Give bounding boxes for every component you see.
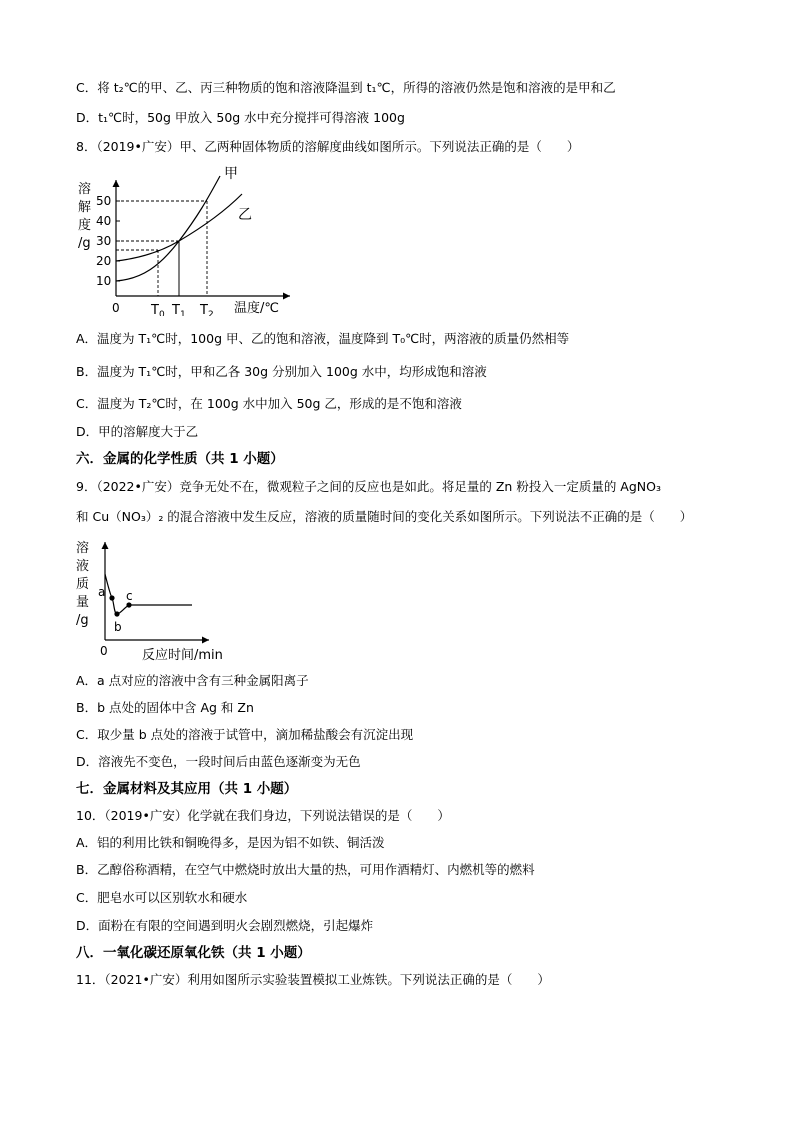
chart1-ylabel-1: 溶 — [78, 182, 92, 197]
question-9-line2: 和 Cu（NO₃）₂ 的混合溶液中发生反应，溶液的质量随时间的变化关系如图所示。下列说法不正确的是（ ） — [76, 509, 693, 524]
point-c — [126, 602, 131, 607]
option-d-q8: D．甲的溶解度大于乙 — [76, 424, 199, 439]
chart1-xlabel: 温度/℃ — [234, 301, 279, 316]
chart1-xtick-t1: $T_1$ — [172, 303, 186, 316]
curve-jia — [116, 176, 220, 281]
option-c-q10: C．肥皂水可以区别软水和硬水 — [76, 890, 248, 905]
chart1-ytick-30: 30 — [96, 234, 112, 248]
option-d-q10: D．面粉在有限的空间遇到明火会剧烈燃烧，引起爆炸 — [76, 918, 374, 933]
chart2-ylabel-1: 溶 — [76, 541, 90, 556]
chart1-ylabel-4: /g — [78, 236, 91, 251]
chart1-ylabel-2: 解 — [78, 200, 92, 215]
option-c-q8: C．温度为 T₂℃时，在 100g 水中加入 50g 乙，形成的是不饱和溶液 — [76, 396, 462, 411]
chart2-origin: 0 — [100, 644, 108, 658]
label-yi: 乙 — [238, 207, 252, 223]
option-a-q9: A．a 点对应的溶液中含有三种金属阳离子 — [76, 673, 309, 688]
option-b-q8: B．温度为 T₁℃时，甲和乙各 30g 分别加入 100g 水中，均形成饱和溶液 — [76, 364, 487, 379]
option-b-q10: B．乙醇俗称酒精，在空气中燃烧时放出大量的热，可用作酒精灯、内燃机等的燃料 — [76, 862, 535, 877]
question-10: 10．（2019•广安）化学就在我们身边，下列说法错误的是（ ） — [76, 808, 450, 823]
chart2-ylabel-3: 质 — [76, 577, 90, 592]
label-jia: 甲 — [224, 166, 238, 182]
question-11: 11．（2021•广安）利用如图所示实验装置模拟工业炼铁。下列说法正确的是（ ） — [76, 972, 550, 987]
chart1-origin: 0 — [112, 301, 120, 315]
point-b — [114, 611, 119, 616]
chart2-xlabel: 反应时间/min — [142, 648, 223, 663]
chart1-ytick-10: 10 — [96, 274, 112, 288]
question-9-line1: 9．（2022•广安）竞争无处不在，微观粒子之间的反应也是如此。将足量的 Zn 粉投入一定质量的 AgNO₃ — [76, 479, 661, 494]
chart1-ylabel-3: 度 — [78, 218, 92, 233]
section-heading-7: 七．金属材料及其应用（共 1 小题） — [76, 781, 298, 797]
chart2-ylabel-4: 量 — [76, 595, 90, 610]
mass-time-chart — [72, 536, 232, 666]
question-8: 8．（2019•广安）甲、乙两种固体物质的溶解度曲线如图所示。下列说法正确的是（ ） — [76, 139, 580, 154]
option-b-q9: B．b 点处的固体中含 Ag 和 Zn — [76, 700, 254, 715]
chart1-ytick-40: 40 — [96, 214, 112, 228]
option-a-q10: A．铝的利用比铁和铜晚得多，是因为铝不如铁、铜活泼 — [76, 835, 385, 850]
point-a — [109, 595, 114, 600]
solubility-chart — [72, 166, 302, 316]
section-heading-6: 六．金属的化学性质（共 1 小题） — [76, 451, 284, 467]
chart2-curve — [105, 574, 192, 614]
chart2-ylabel-5: /g — [76, 613, 89, 628]
chart2-ylabel-2: 液 — [76, 559, 90, 574]
label-c: c — [126, 589, 133, 603]
option-a-q8: A．温度为 T₁℃时，100g 甲、乙的饱和溶液，温度降到 T₀℃时，两溶液的质量仍然相等 — [76, 331, 570, 346]
option-c-q9: C．取少量 b 点处的溶液于试管中，滴加稀盐酸会有沉淀出现 — [76, 727, 414, 742]
section-heading-8: 八．一氧化碳还原氧化铁（共 1 小题） — [76, 945, 311, 961]
chart1-xtick-t0: $T_0$ — [151, 303, 165, 316]
chart1-xtick-t2: $T_2$ — [200, 303, 214, 316]
label-b: b — [114, 620, 122, 634]
option-d-q7: D．t₁℃时，50g 甲放入 50g 水中充分搅拌可得溶液 100g — [76, 110, 405, 125]
chart1-ytick-50: 50 — [96, 194, 112, 208]
label-a: a — [98, 585, 106, 599]
option-d-q9: D．溶液先不变色，一段时间后由蓝色逐渐变为无色 — [76, 754, 361, 769]
chart1-ytick-20: 20 — [96, 254, 112, 268]
option-c-q7: C．将 t₂℃的甲、乙、丙三种物质的饱和溶液降温到 t₁℃，所得的溶液仍然是饱和溶液的是甲和乙 — [76, 80, 616, 95]
